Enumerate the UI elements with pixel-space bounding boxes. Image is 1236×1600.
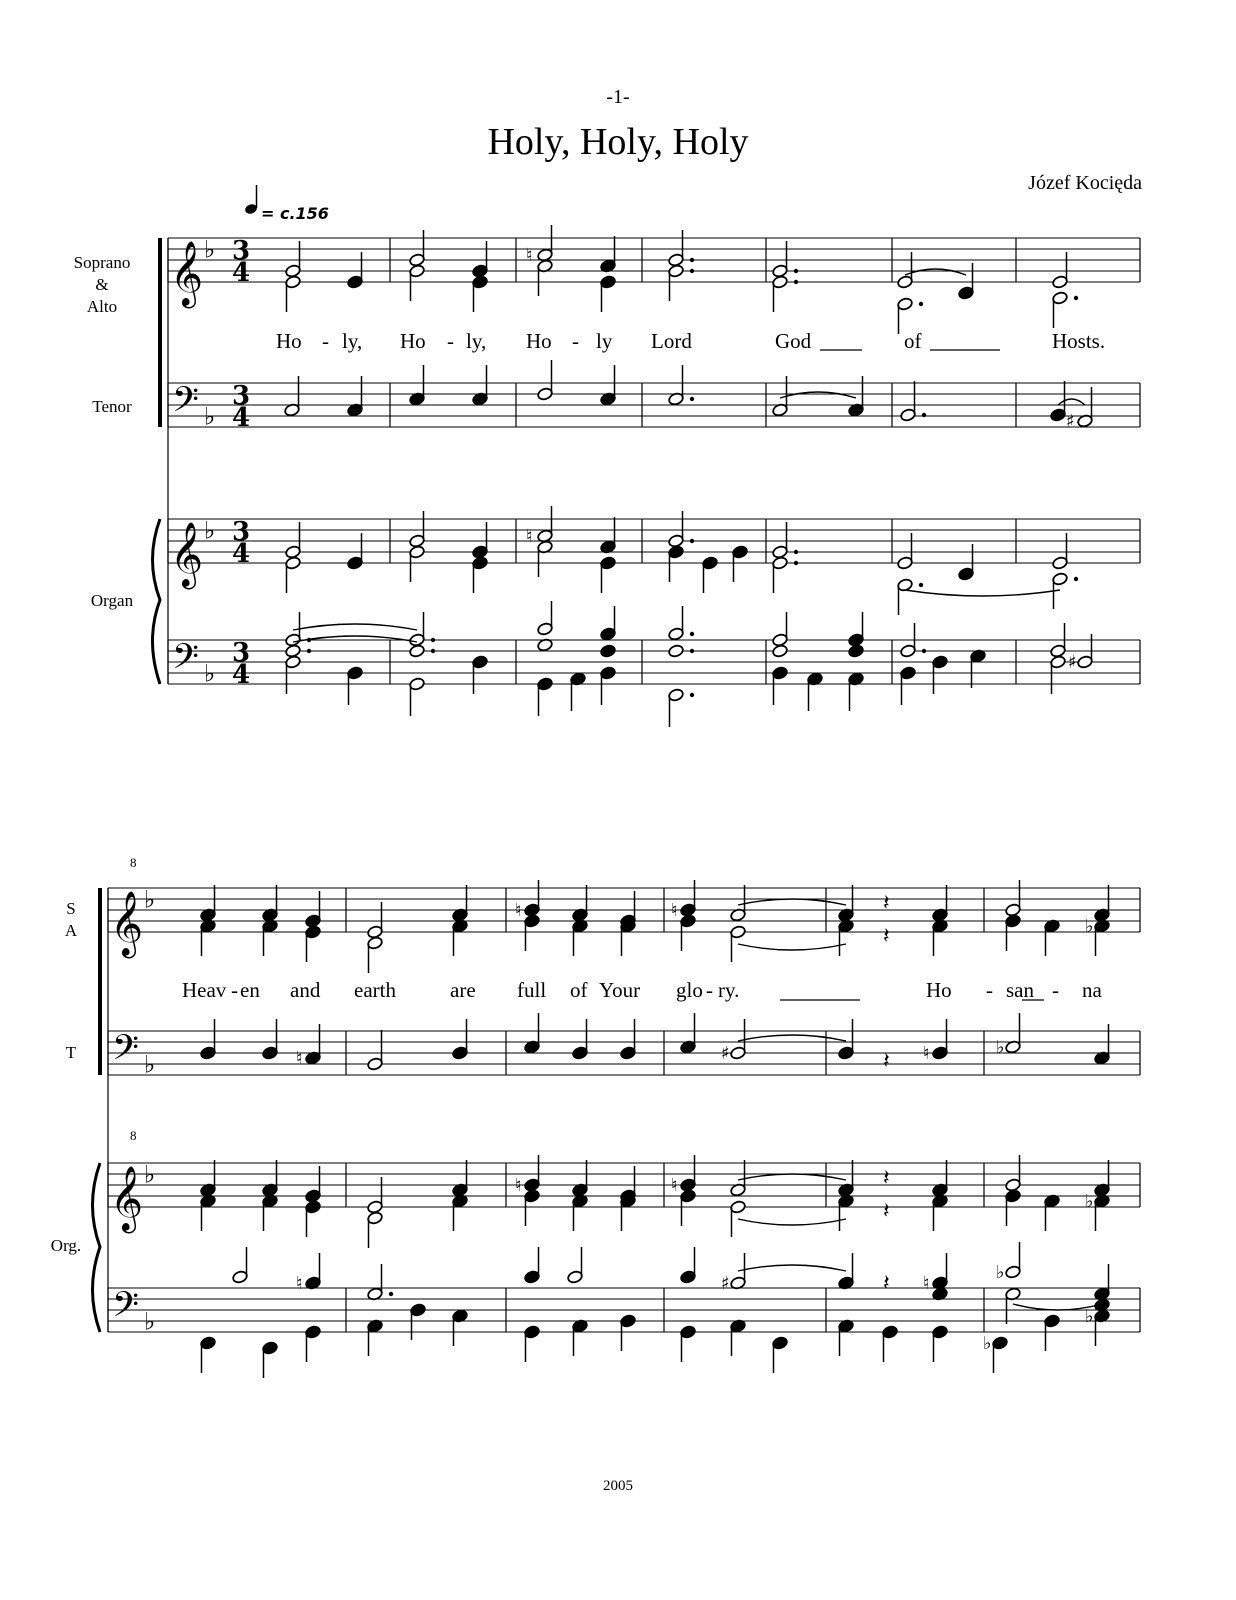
time-signature [232, 236, 250, 288]
note [702, 556, 719, 593]
staff [108, 1284, 1140, 1336]
time-denominator: 4 [232, 403, 251, 433]
note [262, 885, 279, 922]
note [537, 225, 554, 262]
accidental-icon: ♯ [1068, 652, 1077, 673]
note [452, 1019, 469, 1060]
accidental-icon: ♮ [296, 1273, 303, 1294]
accidental-icon: ♭ [996, 1037, 1005, 1058]
note [970, 649, 987, 688]
note [1050, 623, 1067, 658]
augmentation-dot [794, 280, 798, 284]
flat-icon: ♭ [144, 1050, 156, 1079]
notehead [409, 644, 426, 658]
tie [293, 624, 417, 630]
label-s: S [66, 899, 76, 918]
note [262, 1341, 279, 1378]
notehead [772, 644, 789, 658]
note [932, 1194, 949, 1231]
note [262, 1194, 279, 1231]
note [1094, 919, 1111, 956]
augmentation-dot [919, 302, 923, 306]
note [1044, 1194, 1061, 1231]
time-numerator: 3 [232, 517, 251, 547]
note [932, 1253, 949, 1290]
flat-icon: ♭ [144, 885, 156, 914]
lyric-syllable: full [517, 978, 547, 1002]
note [772, 612, 789, 647]
note [730, 925, 747, 962]
note [807, 672, 824, 711]
treble-clef-icon: 𝄞 [170, 241, 204, 306]
note [932, 885, 949, 922]
time-denominator: 4 [232, 258, 251, 288]
note [897, 297, 914, 334]
note [452, 1194, 469, 1231]
note [620, 919, 637, 956]
accidental-icon: ♯ [721, 1273, 730, 1294]
note [932, 1325, 949, 1362]
lyric-syllable: are [450, 978, 476, 1002]
accidental-icon: ♮ [526, 526, 533, 547]
note [452, 1309, 469, 1346]
note [600, 644, 617, 658]
lyric-syllable: earth [354, 978, 396, 1002]
time-numerator: 3 [232, 236, 251, 266]
augmentation-dot [794, 561, 798, 565]
note [772, 275, 789, 312]
quarter-rest-icon: 𝄽 [883, 1271, 890, 1296]
tie [738, 1265, 846, 1271]
note [572, 1019, 589, 1060]
label-soprano: Soprano [73, 253, 131, 272]
note [600, 365, 617, 406]
note [1094, 1309, 1111, 1346]
note [1094, 1194, 1111, 1231]
lyric-syllable: Ho [276, 329, 302, 353]
time-numerator: 3 [232, 638, 251, 668]
augmentation-dot [919, 583, 923, 587]
note [305, 1200, 322, 1237]
note [524, 1325, 541, 1362]
accidental-icon: ♭ [1085, 916, 1094, 937]
lyric-hyphen: - [986, 978, 993, 1002]
augmentation-dot [690, 649, 694, 653]
note [347, 376, 364, 417]
time-denominator: 4 [232, 660, 251, 690]
note [567, 1247, 584, 1284]
note [838, 919, 855, 956]
note [262, 1160, 279, 1197]
accidental-icon: ♭ [1085, 1191, 1094, 1212]
note [680, 1013, 697, 1054]
organ-brace [153, 519, 161, 684]
quarter-rest-icon: 𝄽 [883, 1199, 890, 1224]
page-number: -1- [606, 86, 630, 108]
note [848, 612, 865, 647]
augmentation-dot [922, 413, 926, 417]
label-alto: Alto [86, 297, 118, 316]
note [285, 556, 302, 593]
augmentation-dot [690, 258, 694, 262]
note [838, 1253, 855, 1290]
lyric-syllable: na [1082, 978, 1102, 1002]
note [668, 365, 685, 406]
label-a: A [64, 921, 78, 940]
note [305, 1024, 322, 1065]
note [620, 1019, 637, 1060]
staff [168, 517, 1140, 590]
note [1094, 885, 1111, 922]
quarter-rest-icon: 𝄽 [883, 1049, 890, 1074]
augmentation-dot [1074, 296, 1078, 300]
note [772, 1336, 789, 1373]
time-signature [232, 381, 250, 433]
lyric-syllable: Your [599, 978, 641, 1002]
note [409, 644, 426, 658]
note [730, 1253, 747, 1290]
lyric-syllable: ly, [342, 329, 363, 353]
notes [200, 225, 1111, 1378]
note [668, 644, 685, 658]
lyric-syllable: Ho [400, 329, 426, 353]
lyric-hyphen: - [706, 978, 713, 1002]
note [524, 1247, 541, 1284]
note [284, 376, 301, 417]
augmentation-dot [794, 550, 798, 554]
piece-title: Holy, Holy, Holy [487, 121, 749, 163]
note [537, 540, 554, 577]
note [305, 925, 322, 962]
note [600, 275, 617, 312]
tie [738, 1219, 846, 1225]
note [848, 644, 865, 658]
note [572, 885, 589, 922]
augmentation-dot [690, 539, 694, 543]
quarter-rest-icon: 𝄽 [883, 924, 890, 949]
note [367, 1030, 384, 1071]
label-organ: Organ [90, 591, 134, 610]
note [600, 556, 617, 593]
organ-brace [93, 1163, 101, 1332]
staff-lines [93, 236, 1141, 1336]
note [200, 1194, 217, 1231]
tie [1058, 399, 1085, 405]
lyric-hyphen: - [572, 329, 579, 353]
note [305, 1253, 322, 1290]
note [367, 1264, 384, 1301]
note [409, 677, 426, 716]
label-ampersand: & [95, 275, 109, 294]
note [882, 1325, 899, 1362]
lyric-syllable: Lord [651, 329, 692, 353]
note [772, 644, 789, 658]
measure-number: 8 [130, 855, 137, 870]
flat-icon: ♭ [204, 402, 216, 431]
lyric-syllable: Ho [526, 329, 552, 353]
bass-clef-icon: 𝄢 [112, 1284, 140, 1333]
note [1044, 919, 1061, 956]
note [472, 365, 489, 406]
note [572, 1319, 589, 1356]
lyric-syllable: God [775, 329, 812, 353]
note [524, 1013, 541, 1054]
tie [738, 944, 846, 950]
note [1005, 1242, 1022, 1279]
note [600, 517, 617, 554]
notehead [848, 644, 865, 658]
lyric-syllable: Heav [182, 978, 227, 1002]
quarter-rest-icon: 𝄽 [883, 891, 890, 916]
note [347, 666, 364, 705]
note [680, 1325, 697, 1362]
lyric-hyphen: - [231, 978, 238, 1002]
augmentation-dot [431, 649, 435, 653]
augmentation-dot [922, 649, 926, 653]
accidental-icon: ♮ [526, 245, 533, 266]
augmentation-dot [307, 649, 311, 653]
augmentation-dot [690, 632, 694, 636]
treble-clef-icon: 𝄞 [170, 522, 204, 587]
note [472, 275, 489, 312]
note [537, 506, 554, 543]
note [1077, 634, 1094, 669]
note [452, 885, 469, 922]
note [262, 1019, 279, 1060]
flat-icon: ♭ [144, 1307, 156, 1336]
tempo-text: = c.156 [261, 204, 329, 223]
augmentation-dot [690, 397, 694, 401]
accidental-icon: ♮ [515, 1175, 522, 1196]
note [200, 1160, 217, 1197]
quarter-rest-icon: 𝄽 [883, 1166, 890, 1191]
note [305, 1325, 322, 1362]
lyric-hyphen: - [322, 329, 329, 353]
note [772, 666, 789, 705]
note [932, 655, 949, 694]
label-org: Org. [50, 1236, 82, 1255]
treble-clef-icon: 𝄞 [110, 891, 144, 956]
note [1094, 1160, 1111, 1197]
lyric-hyphen: - [447, 329, 454, 353]
lyric-hyphen: - [1052, 978, 1059, 1002]
note [200, 1336, 217, 1373]
note [367, 936, 384, 973]
note [572, 1160, 589, 1197]
note [600, 236, 617, 273]
augmentation-dot [794, 269, 798, 273]
note [1050, 655, 1067, 694]
composer-credit: Józef Kocięda [1028, 172, 1142, 194]
time-signature [232, 517, 250, 569]
lyric-syllable: of [904, 329, 922, 353]
flat-icon: ♭ [204, 235, 216, 264]
lyric-syllable: and [290, 978, 321, 1002]
tie [293, 636, 417, 642]
accidental-icon: ♮ [671, 1175, 678, 1196]
note [232, 1247, 249, 1284]
note [537, 259, 554, 296]
accidental-icon: ♭ [996, 1262, 1005, 1283]
note [472, 556, 489, 593]
flat-icon: ♭ [144, 1160, 156, 1189]
note [200, 885, 217, 922]
note [600, 606, 617, 641]
note [367, 1319, 384, 1356]
note [367, 1211, 384, 1248]
time-signature [232, 638, 250, 690]
note [900, 381, 917, 422]
augmentation-dot [690, 693, 694, 697]
tie [738, 1174, 846, 1180]
measure-number: 8 [130, 1128, 137, 1143]
tie [780, 392, 856, 398]
note [200, 919, 217, 956]
tie [905, 269, 966, 275]
note [932, 919, 949, 956]
time-denominator: 4 [232, 539, 251, 569]
note [900, 623, 917, 658]
note [572, 1194, 589, 1231]
label-tenor: Tenor [92, 397, 132, 416]
accidental-icon: ♮ [923, 1273, 930, 1294]
bass-clef-icon: 𝄢 [172, 379, 200, 428]
note [932, 1019, 949, 1060]
note [537, 677, 554, 716]
lyric-syllable: ly, [466, 329, 487, 353]
note [537, 601, 554, 636]
note [452, 1160, 469, 1197]
notehead [600, 644, 617, 658]
note [897, 578, 914, 615]
note [1077, 387, 1094, 428]
note [1052, 291, 1069, 328]
staff [168, 379, 1140, 431]
augmentation-dot [1074, 577, 1078, 581]
note [570, 672, 587, 711]
lyric-syllable: ly [596, 329, 613, 353]
tie [905, 590, 1060, 596]
note [772, 556, 789, 593]
accidental-icon: ♭ [983, 1333, 992, 1354]
note [285, 275, 302, 312]
note [900, 666, 917, 705]
augmentation-dot [690, 269, 694, 273]
note [1005, 1013, 1022, 1054]
notehead [668, 644, 685, 658]
accidental-icon: ♯ [1066, 411, 1075, 432]
accidental-icon: ♮ [515, 900, 522, 921]
lyric-syllable: san [1006, 978, 1034, 1002]
footer-year: 2005 [603, 1478, 633, 1494]
note [1094, 1264, 1111, 1301]
note [472, 655, 489, 694]
accidental-icon: ♮ [923, 1043, 930, 1064]
accidental-icon: ♮ [671, 900, 678, 921]
note [848, 672, 865, 711]
note [992, 1336, 1009, 1373]
treble-clef-icon: 𝄞 [110, 1166, 144, 1231]
note [932, 1160, 949, 1197]
note [537, 360, 554, 401]
lyric-syllable: of [570, 978, 588, 1002]
note [262, 919, 279, 956]
note [600, 666, 617, 705]
label-t: T [65, 1043, 77, 1062]
accidental-icon: ♮ [296, 1048, 303, 1069]
lyric-syllable: glo [676, 978, 703, 1002]
note [620, 1194, 637, 1231]
note [680, 1247, 697, 1284]
note [730, 1200, 747, 1237]
note [409, 365, 426, 406]
note [572, 919, 589, 956]
lyric-syllable: Hosts. [1052, 329, 1106, 353]
lyric-syllable: en [240, 978, 260, 1002]
lyric-syllable: ry. [718, 978, 740, 1002]
accidental-icon: ♯ [721, 1043, 730, 1064]
accidental-icon: ♭ [1085, 1306, 1094, 1327]
note [285, 655, 302, 694]
flat-icon: ♭ [204, 659, 216, 688]
note [838, 1319, 855, 1356]
staff [168, 236, 1140, 309]
staff [168, 636, 1140, 688]
tie [738, 899, 846, 905]
note [668, 688, 685, 727]
note [730, 1319, 747, 1356]
lyric-syllable: Ho [926, 978, 952, 1002]
tie [738, 1035, 846, 1041]
bass-clef-icon: 𝄢 [112, 1027, 140, 1076]
augmentation-dot [431, 638, 435, 642]
note [1094, 1024, 1111, 1065]
augmentation-dot [389, 1292, 393, 1296]
note [838, 1194, 855, 1231]
flat-icon: ♭ [204, 516, 216, 545]
note [452, 919, 469, 956]
bass-clef-icon: 𝄢 [172, 636, 200, 685]
time-numerator: 3 [232, 381, 251, 411]
note [668, 606, 685, 641]
note [200, 1019, 217, 1060]
